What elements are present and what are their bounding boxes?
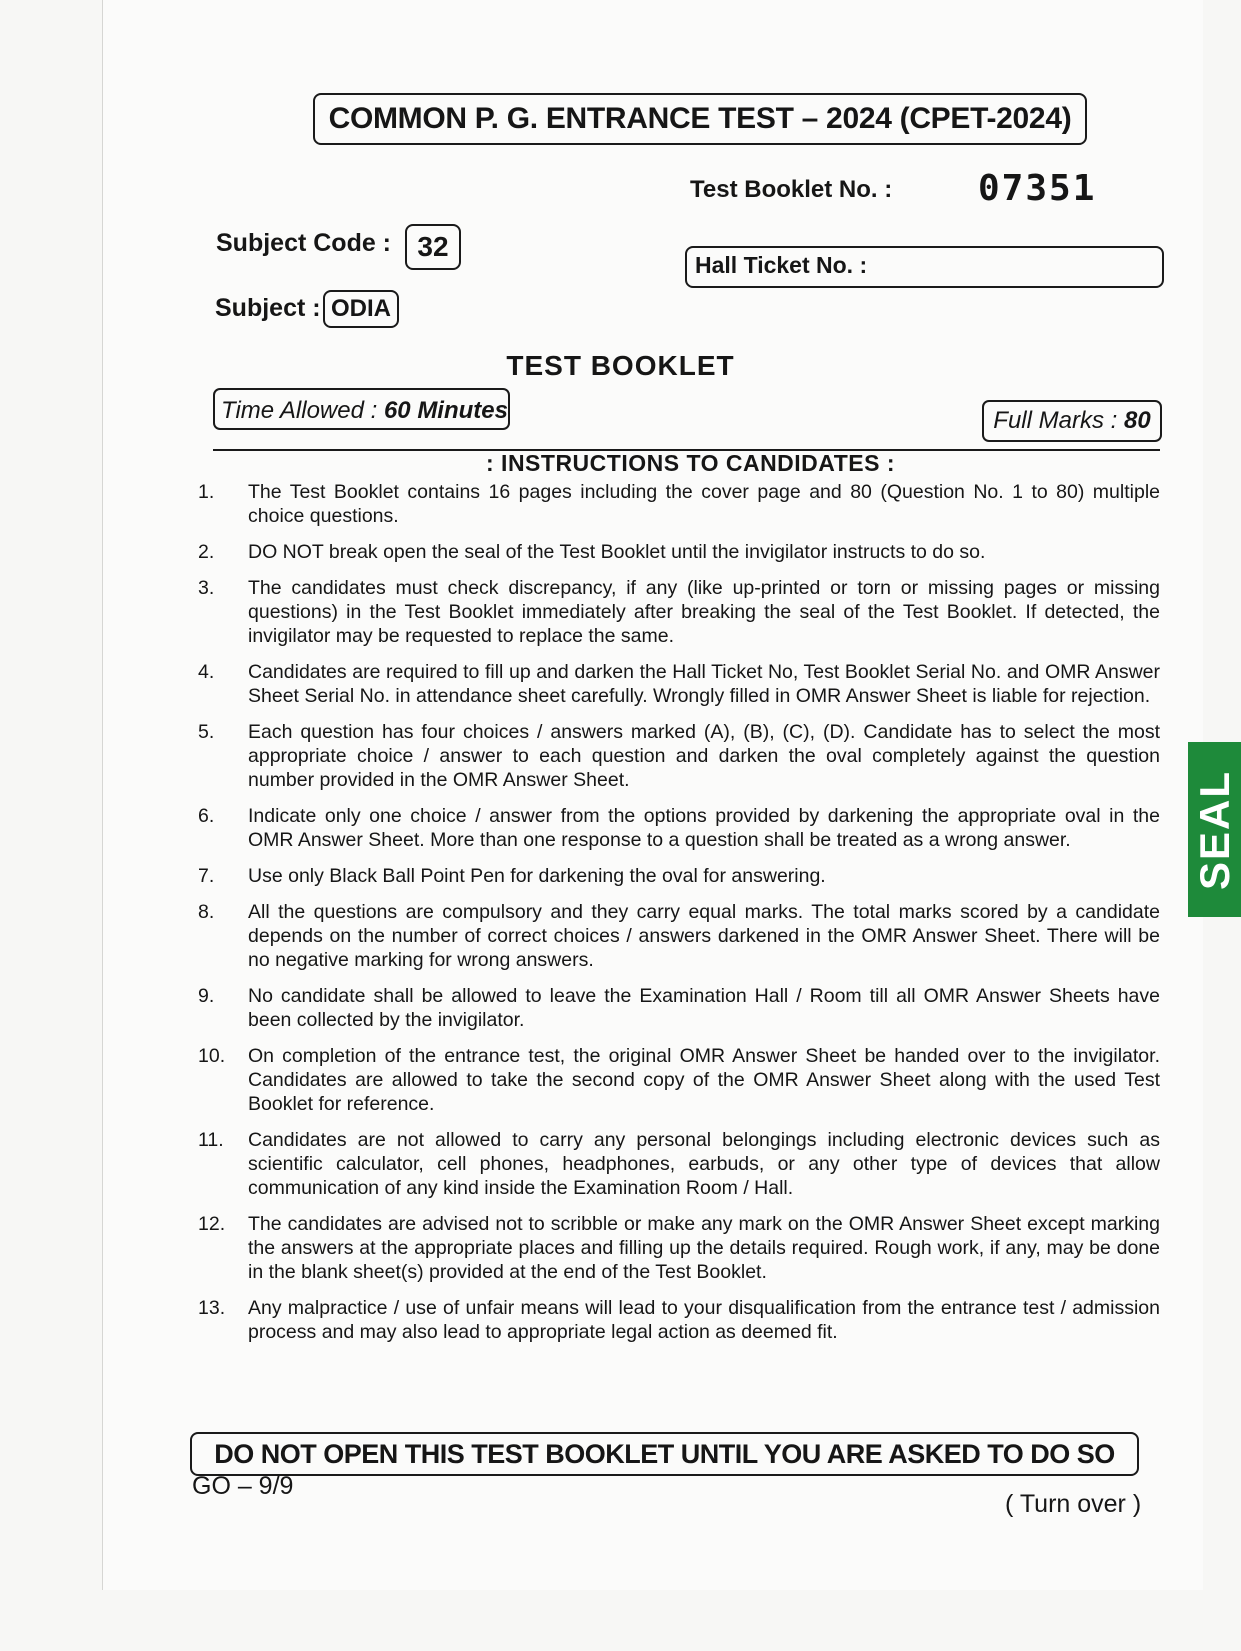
turn-over-label: ( Turn over )	[1005, 1490, 1142, 1518]
hall-ticket-field[interactable]	[685, 246, 1164, 288]
instructions-heading: : INSTRUCTIONS TO CANDIDATES :	[486, 450, 895, 476]
instruction-item: 5. Each question has four choices / answers marked (A), (B), (C), (D). Candidate has to select the most appropriate choice / answer to each question and darken the oval completely against the question number provided in the OMR Answer Sheet.	[198, 721, 1160, 791]
time-allowed-box	[213, 388, 510, 430]
time-allowed-label: Time Allowed :	[221, 397, 384, 424]
instruction-item: 9. No candidate shall be allowed to leave the Examination Hall / Room till all OMR Answer Sheets have been collected by the invigilator.	[198, 985, 1160, 1031]
full-marks-value: 80	[1123, 407, 1151, 434]
instruction-item: 13. Any malpractice / use of unfair means will lead to your disqualification from the entrance test / admission process and may also lead to appropriate legal action as deemed fit.	[198, 1297, 1160, 1343]
instructions-list	[198, 480, 1160, 1356]
warning-banner: DO NOT OPEN THIS TEST BOOKLET UNTIL YOU ARE ASKED TO DO SO	[190, 1432, 1139, 1476]
subject-label: Subject :	[215, 294, 321, 322]
instruction-item: 1. The Test Booklet contains 16 pages including the cover page and 80 (Question No. 1 to 80) multiple choice questions.	[198, 481, 1160, 527]
full-marks-label: Full Marks :	[993, 407, 1124, 434]
hall-ticket-label: Hall Ticket No. :	[695, 252, 868, 278]
instruction-item: 4. Candidates are required to fill up and darken the Hall Ticket No, Test Booklet Serial No. and OMR Answer Sheet Serial No. in attendance sheet carefully. Wrongly filled in OMR Answer Sheet is liable for rejection.	[198, 661, 1160, 707]
full-marks-box	[982, 400, 1162, 442]
exam-title: COMMON P. G. ENTRANCE TEST – 2024 (CPET-2024)	[313, 93, 1087, 145]
instruction-item: 8. All the questions are compulsory and they carry equal marks. The total marks scored by a candidate depends on the number of correct choices / answers darkened in the OMR Answer Sheet. There will be no negative marking for wrong answers.	[198, 901, 1160, 971]
instruction-item: 12. The candidates are advised not to scribble or make any mark on the OMR Answer Sheet except marking the answers at the appropriate places and filling up the details required. Rough work, if any, may be done in the blank sheet(s) provided at the end of the Test Booklet.	[198, 1213, 1160, 1283]
instruction-item: 10. On completion of the entrance test, the original OMR Answer Sheet be handed over to the invigilator. Candidates are allowed to take the second copy of the OMR Answer Sheet along with the used Test Booklet for reference.	[198, 1045, 1160, 1115]
booklet-number-label: Test Booklet No. :	[690, 176, 893, 203]
instruction-item: 11. Candidates are not allowed to carry any personal belongings including electronic devices such as scientific calculator, cell phones, headphones, earbuds, or any other type of devices that allow communication of any kind inside the Examination Room / Hall.	[198, 1129, 1160, 1199]
instruction-item: 3. The candidates must check discrepancy, if any (like up-printed or torn or missing pages or missing questions) in the Test Booklet immediately after breaking the seal of the Test Booklet. If detected, the invigilator may be requested to replace the same.	[198, 577, 1160, 647]
subject-code-label: Subject Code :	[216, 229, 392, 257]
subject-value: ODIA	[323, 290, 399, 328]
subject-code-value: 32	[405, 224, 461, 270]
booklet-code: GO – 9/9	[192, 1472, 294, 1500]
time-allowed-value: 60 Minutes	[383, 397, 508, 424]
seal-label: SEAL	[1191, 770, 1238, 891]
booklet-heading: TEST BOOKLET	[506, 350, 735, 381]
instruction-item: 7. Use only Black Ball Point Pen for darkening the oval for answering.	[198, 865, 826, 887]
seal-tab[interactable]	[1188, 742, 1241, 917]
instruction-item: 2. DO NOT break open the seal of the Test Booklet until the invigilator instructs to do so.	[198, 541, 986, 563]
booklet-number: 07351	[978, 168, 1097, 209]
instruction-item: 6. Indicate only one choice / answer from the options provided by darkening the appropriate oval in the OMR Answer Sheet. More than one response to a question shall be treated as a wrong answer.	[198, 805, 1160, 851]
